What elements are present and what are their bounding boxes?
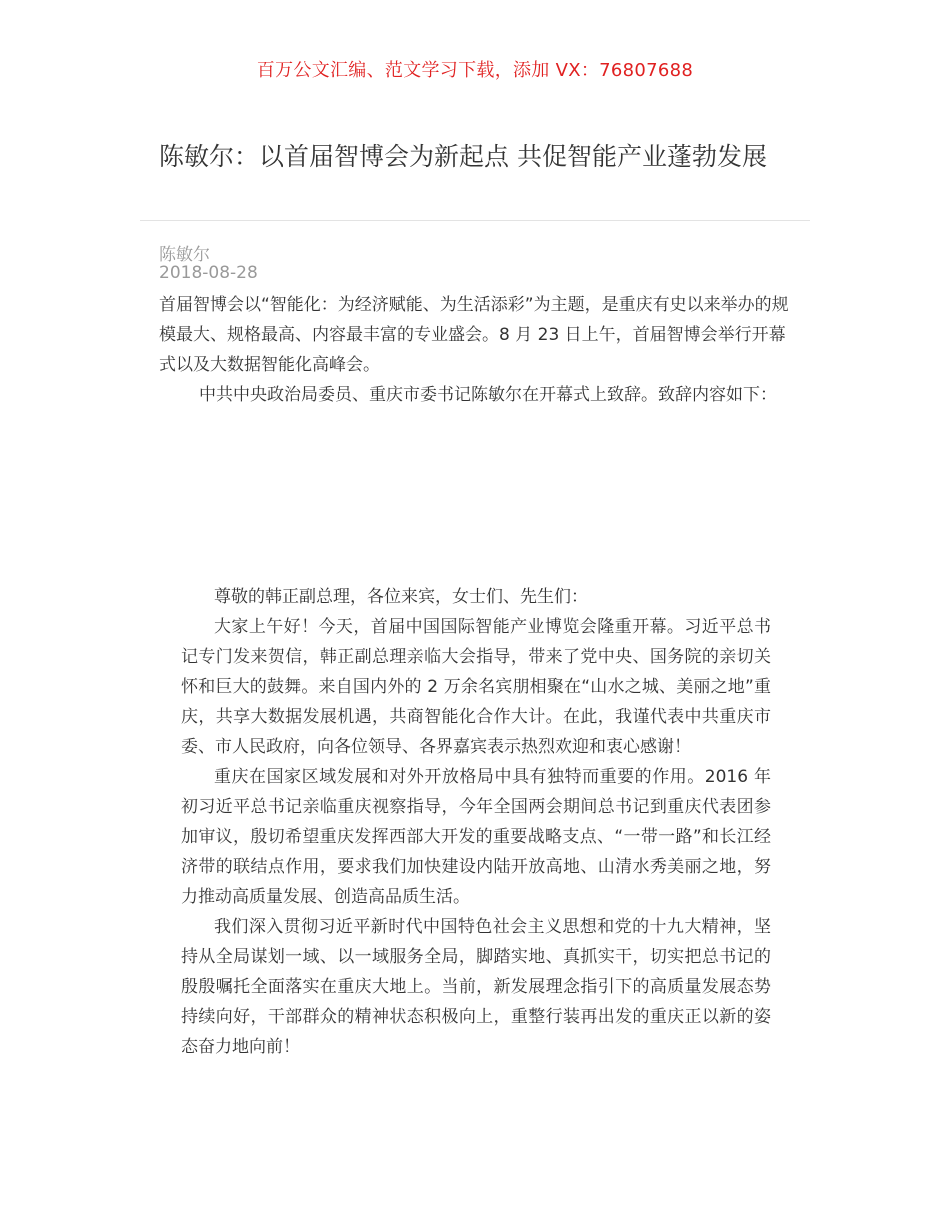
speech-paragraph: 重庆在国家区域发展和对外开放格局中具有独特而重要的作用。2016 年初习近平总书记亲临重庆视察指导，今年全国两会期间总书记到重庆代表团参加审议，殷切希望重庆发挥西部大开发的重要战略支点、“一带一路”和长江经济带的联结点作用，要求我们加快建设内陆开放高地、山清水秀美丽之地，努力推动高质量发展、创造高品质生活。 (181, 767, 771, 907)
header-banner: 百万公文汇编、范文学习下载，添加 VX：76807688 (256, 60, 694, 81)
intro-paragraph: 中共中央政治局委员、重庆市委书记陈敏尔在开幕式上致辞。致辞内容如下： (199, 385, 777, 405)
title-divider (140, 220, 810, 221)
speech-paragraph: 大家上午好！今天，首届中国国际智能产业博览会隆重开幕。习近平总书记专门发来贺信，韩正副总理亲临大会指导，带来了党中央、国务院的亲切关怀和巨大的鼓舞。来自国内外的 2 万余名宾朋相聚在“山水之城、美丽之地”重庆，共享大数据发展机遇，共商智能化合作大计。在此，我谨代表中共重庆市委、市人民政府，向各位领导、各界嘉宾表示热烈欢迎和衷心感谢！ (181, 617, 771, 757)
article-date: 2018-08-28 (159, 263, 258, 283)
intro-paragraph: 首届智博会以“智能化：为经济赋能、为生活添彩”为主题，是重庆有史以来举办的规模最大、规格最高、内容最丰富的专业盛会。8 月 23 日上午，首届智博会举行开幕式以及大数据智能化高峰会。 (159, 295, 789, 375)
article-title: 陈敏尔：以首届智博会为新起点 共促智能产业蓬勃发展 (159, 142, 767, 171)
article-intro (159, 290, 793, 410)
speech-paragraph: 我们深入贯彻习近平新时代中国特色社会主义思想和党的十九大精神，坚持从全局谋划一域、以一域服务全局，脚踏实地、真抓实干，切实把总书记的殷殷嘱托全面落实在重庆大地上。当前，新发展理念指引下的高质量发展态势持续向好，干部群众的精神状态积极向上，重整行装再出发的重庆正以新的姿态奋力地向前！ (181, 917, 771, 1057)
speech-paragraph: 尊敬的韩正副总理，各位来宾，女士们、先生们： (214, 587, 588, 607)
speech-body (181, 582, 771, 1062)
article-author: 陈敏尔 (159, 245, 210, 265)
